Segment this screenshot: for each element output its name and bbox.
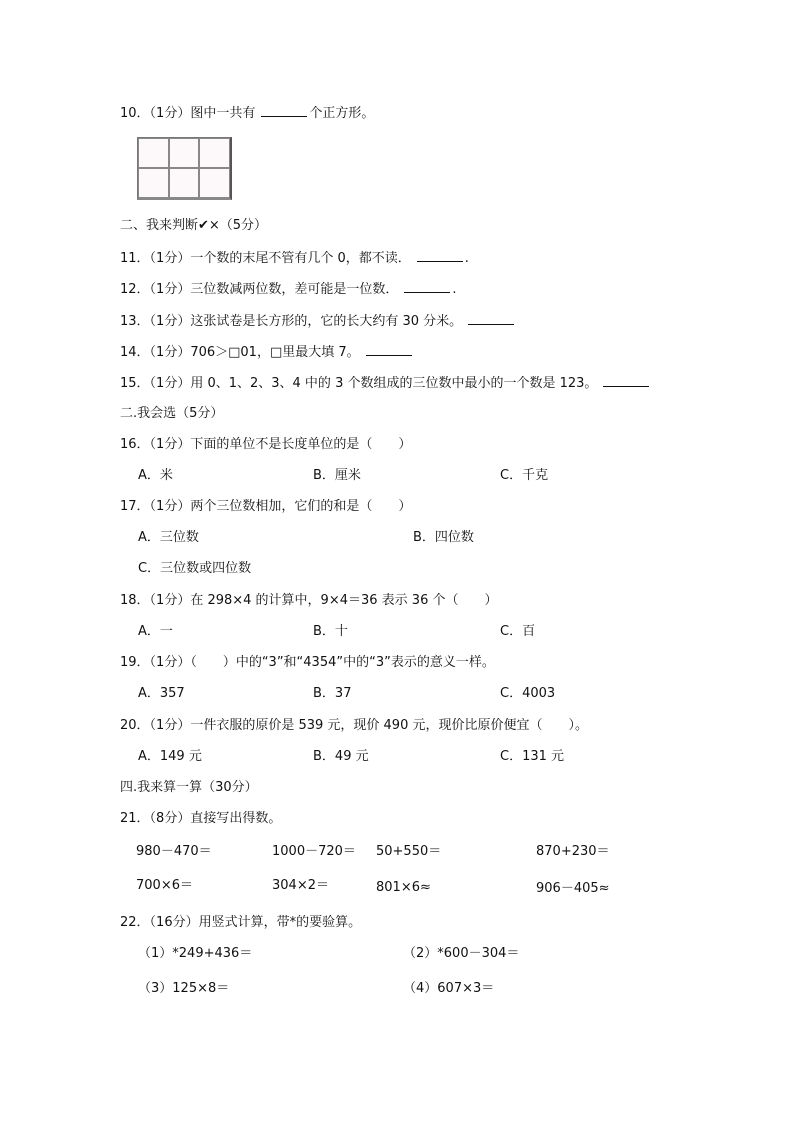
- question-text: 10．（1分）图中一共有: [120, 106, 256, 121]
- question-21: 21．（8分）直接写出得数。: [120, 811, 282, 826]
- answer-blank[interactable]: [366, 344, 412, 356]
- option-c[interactable]: C．4003: [500, 686, 556, 701]
- option-b[interactable]: B．厘米: [313, 468, 361, 483]
- answer-blank[interactable]: [404, 281, 450, 293]
- question-18: 18．（1分）在 298×4 的计算中，9×4＝36 表示 36 个（ ）: [120, 593, 498, 608]
- option-a[interactable]: A．一: [138, 624, 173, 639]
- calc-item: 906－405≈: [536, 881, 610, 896]
- answer-blank[interactable]: [261, 105, 307, 117]
- squares-figure: [137, 137, 232, 200]
- answer-blank[interactable]: [603, 375, 649, 387]
- question-text: 15．（1分）用 0、1、2、3、4 中的 3 个数组成的三位数中最小的一个数是 123。: [120, 376, 598, 391]
- answer-blank[interactable]: [417, 250, 463, 262]
- question-13: [120, 313, 516, 330]
- calc-item: 700×6＝: [136, 878, 193, 893]
- question-text: 11．（1分）一个数的末尾不管有几个 0，都不读．: [120, 251, 411, 266]
- calc-item: 801×6≈: [376, 880, 431, 895]
- question-suffix: 个正方形。: [309, 106, 375, 121]
- question-16: 16．（1分）下面的单位不是长度单位的是（ ）: [120, 437, 412, 452]
- option-a[interactable]: A．三位数: [138, 530, 199, 545]
- question-19: 19．（1分）（ ）中的“3”和“4354”中的“3”表示的意义一样。: [120, 655, 495, 670]
- option-a[interactable]: A．357: [138, 686, 185, 701]
- option-b[interactable]: B．37: [313, 686, 352, 701]
- question-suffix: .: [464, 251, 469, 266]
- section-heading-judge: 二、我来判断✔×（5分）: [120, 218, 268, 233]
- option-c[interactable]: C．131 元: [500, 749, 565, 764]
- question-15: [120, 375, 651, 392]
- option-c[interactable]: C．千克: [500, 468, 549, 483]
- question-suffix: .: [452, 282, 457, 297]
- calc-item: （1）*249+436＝: [138, 946, 253, 961]
- calc-item: 980－470＝: [136, 844, 212, 859]
- section-heading-calculate: 四.我来算一算（30分）: [120, 780, 258, 795]
- question-12: [120, 281, 456, 298]
- question-text: 14．（1分）706＞□01，□里最大填 7。: [120, 345, 360, 360]
- question-text: 13．（1分）这张试卷是长方形的，它的长大约有 30 分米。: [120, 314, 463, 329]
- option-b[interactable]: B．十: [313, 624, 348, 639]
- question-10: [120, 105, 374, 122]
- question-text: 12．（1分）三位数减两位数，差可能是一位数．: [120, 282, 399, 297]
- calc-item: 870+230＝: [536, 844, 610, 859]
- calc-item: （4）607×3＝: [403, 981, 495, 996]
- option-a[interactable]: A．149 元: [138, 749, 202, 764]
- question-17: 17．（1分）两个三位数相加，它们的和是（ ）: [120, 499, 412, 514]
- question-22: 22．（16分）用竖式计算，带*的要验算。: [120, 915, 362, 930]
- question-11: [120, 250, 469, 267]
- calc-item: 50+550＝: [376, 844, 442, 859]
- option-c[interactable]: C．百: [500, 624, 536, 639]
- option-b[interactable]: B．49 元: [313, 749, 369, 764]
- question-14: [120, 344, 414, 361]
- question-20: 20．（1分）一件衣服的原价是 539 元，现价 490 元，现价比原价便宜（ ）。: [120, 718, 588, 733]
- calc-item: （2）*600－304＝: [403, 946, 520, 961]
- calc-item: 304×2＝: [272, 878, 329, 893]
- option-c[interactable]: C．三位数或四位数: [138, 561, 252, 576]
- option-a[interactable]: A．米: [138, 468, 173, 483]
- calc-item: 1000－720＝: [272, 844, 356, 859]
- calc-item: （3）125×8＝: [138, 981, 230, 996]
- answer-blank[interactable]: [468, 313, 514, 325]
- section-heading-choose: 二.我会选（5分）: [120, 406, 224, 421]
- option-b[interactable]: B．四位数: [413, 530, 474, 545]
